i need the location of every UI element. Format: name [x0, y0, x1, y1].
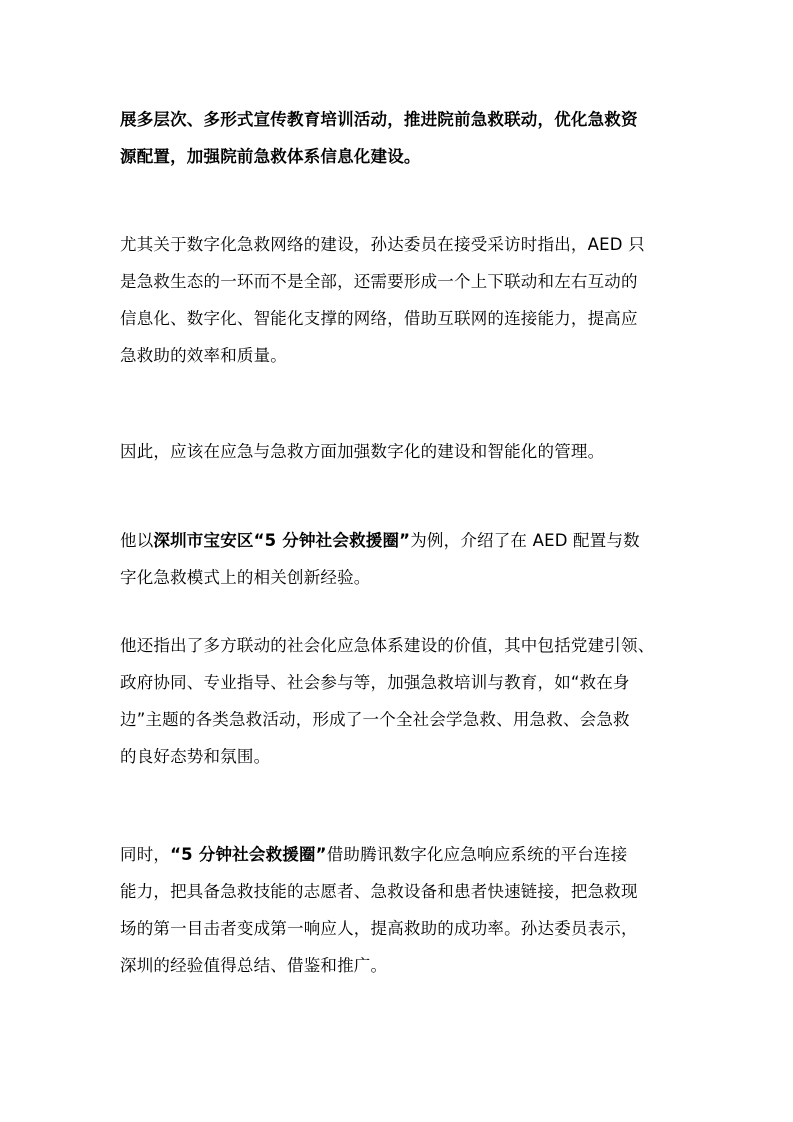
paragraph-6-text-c: 借助腾讯数字化应急响应系统的平台连接	[326, 845, 628, 864]
paragraph-6-line-3: 场的第一目击者变成第一响应人，提高救助的成功率。孙达委员表示，	[120, 919, 638, 938]
paragraph-2-line-2: 是急救生态的一环而不是全部，还需要形成一个上下联动和左右互动的	[120, 272, 638, 291]
paragraph-5	[120, 627, 680, 775]
paragraph-4-bold-location: 深圳市宝安区“5 分钟社会救援圈”	[153, 531, 411, 550]
paragraph-6-line-2: 能力，把具备急救技能的志愿者、急救设备和患者快速链接，把急救现	[120, 882, 638, 901]
paragraph-3-line-1: 因此，应该在应急与急救方面加强数字化的建设和智能化的管理。	[120, 442, 605, 461]
paragraph-4-line-2: 字化急救模式上的相关创新经验。	[120, 568, 371, 587]
paragraph-1-line-1: 展多层次、多形式宣传教育培训活动，推进院前急救联动，优化急救资	[120, 110, 638, 129]
paragraph-4-text-c: 为例，介绍了在 AED 配置与数	[410, 531, 640, 550]
paragraph-6-line-4: 深圳的经验值得总结、借鉴和推广。	[120, 956, 388, 975]
paragraph-4-line-1	[120, 522, 680, 559]
paragraph-2-line-3: 信息化、数字化、智能化支撑的网络，借助互联网的连接能力，提高应	[120, 309, 638, 328]
paragraph-4-text-a: 他以	[120, 531, 154, 550]
paragraph-6-text-a: 同时，	[120, 845, 171, 864]
paragraph-6	[120, 836, 680, 984]
paragraph-5-line-3: 边”主题的各类急救活动，形成了一个全社会学急救、用急救、会急救	[120, 710, 630, 729]
paragraph-5-line-2: 政府协同、专业指导、社会参与等，加强急救培训与教育，如“救在身	[120, 673, 630, 692]
paragraph-1	[120, 101, 680, 175]
paragraph-2	[120, 226, 680, 374]
paragraph-1-line-2: 源配置，加强院前急救体系信息化建设。	[120, 147, 421, 166]
paragraph-2-line-1: 尤其关于数字化急救网络的建设，孙达委员在接受采访时指出，AED 只	[120, 235, 645, 254]
paragraph-2-line-4: 急救助的效率和质量。	[120, 346, 287, 365]
paragraph-6-line-1	[120, 836, 680, 873]
paragraph-5-line-1: 他还指出了多方联动的社会化应急体系建设的价值，其中包括党建引领、	[120, 636, 655, 655]
paragraph-4	[120, 522, 680, 596]
paragraph-3	[120, 433, 680, 470]
paragraph-5-line-4: 的良好态势和氛围。	[120, 747, 271, 766]
paragraph-6-bold-program: “5 分钟社会救援圈”	[170, 845, 327, 864]
